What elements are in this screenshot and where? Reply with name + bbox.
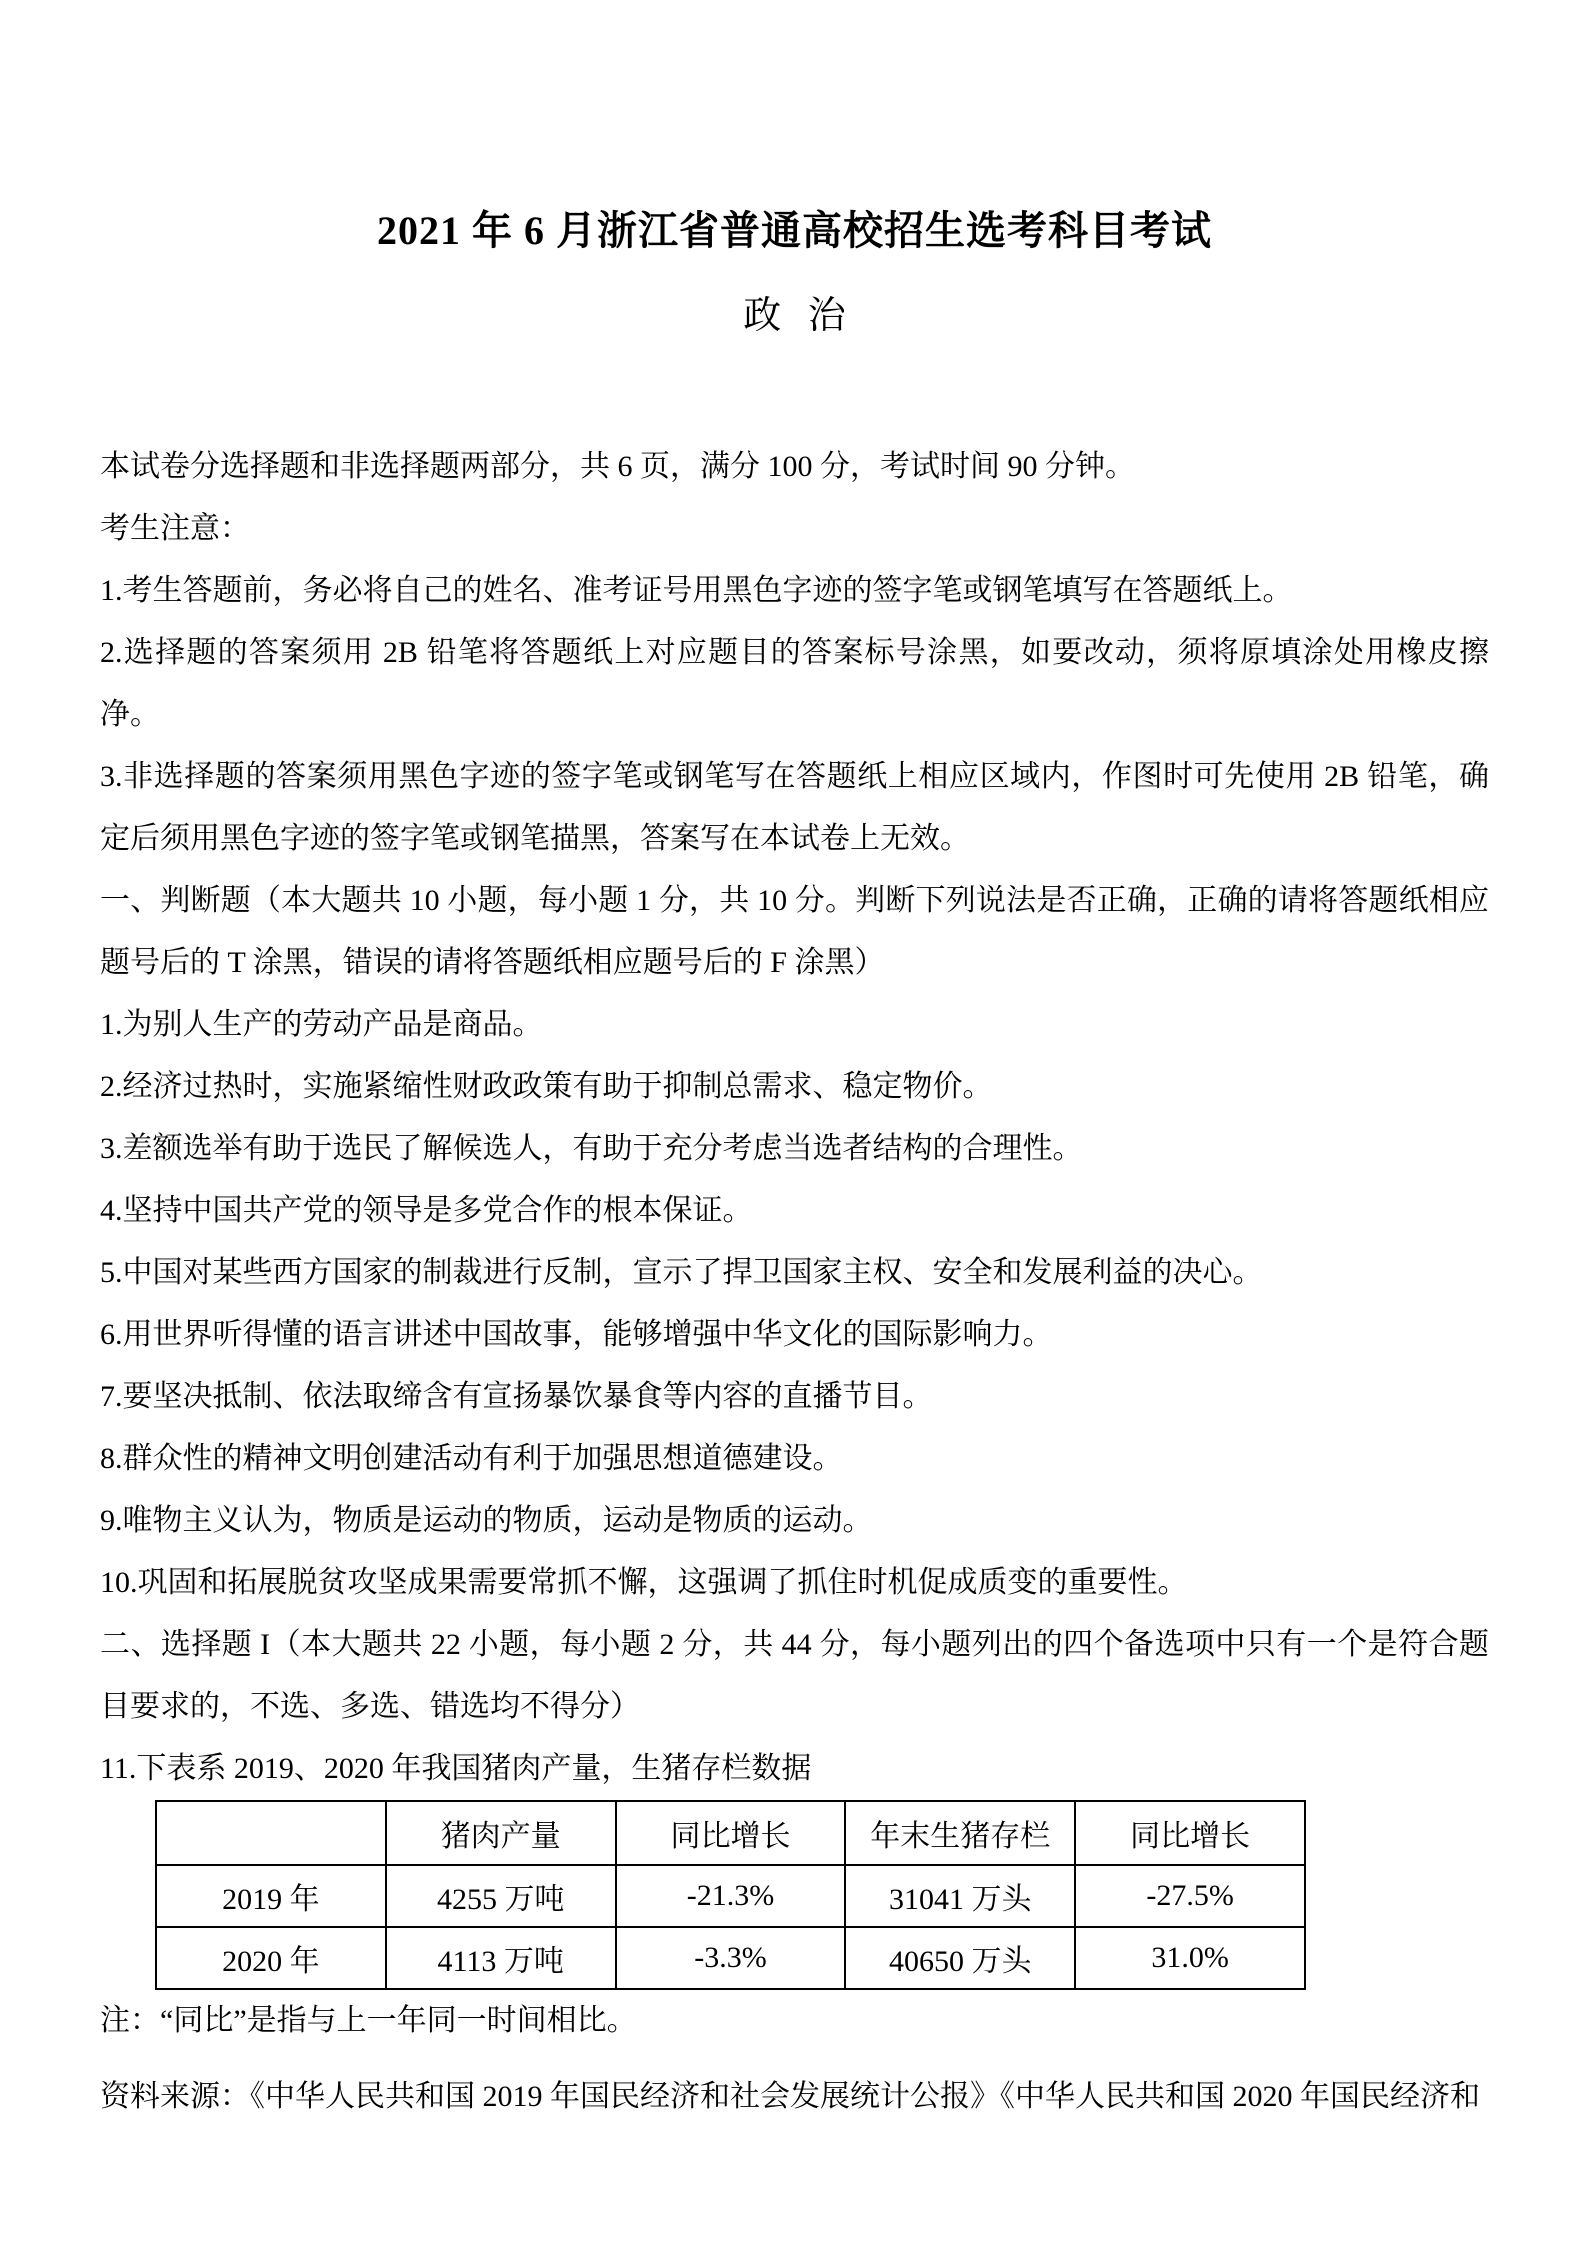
exam-summary: 本试卷分选择题和非选择题两部分，共 6 页，满分 100 分，考试时间 90 分钟。	[100, 450, 1135, 483]
question-10: 10.巩固和拓展脱贫攻坚成果需要常抓不懈，这强调了抓住时机促成质变的重要性。	[100, 1566, 1188, 1599]
page-title: 2021 年 6 月浙江省普通高校招生选考科目考试	[377, 208, 1212, 253]
notice-2: 2.选择题的答案须用 2B 铅笔将答题纸上对应题目的答案标号涂黑，如要改动，须将原填涂处用橡皮擦净。	[100, 636, 1489, 731]
question-1: 1.为别人生产的劳动产品是商品。	[100, 1008, 543, 1041]
cell-stock-2019: 31041 万头	[845, 1865, 1075, 1927]
table-header-cell-yoy-growth-2: 同比增长	[1075, 1801, 1305, 1865]
question-4: 4.坚持中国共产党的领导是多党合作的根本保证。	[100, 1194, 753, 1227]
cell-stock-2020: 40650 万头	[845, 1927, 1075, 1989]
table-header-cell-pig-stock: 年末生猪存栏	[845, 1801, 1075, 1865]
question-2: 2.经济过热时，实施紧缩性财政政策有助于抑制总需求、稳定物价。	[100, 1070, 993, 1103]
notice-1: 1.考生答题前，务必将自己的姓名、准考证号用黑色字迹的签字笔或钢笔填写在答题纸上。	[100, 574, 1293, 607]
question-11-stem: 11.下表系 2019、2020 年我国猪肉产量，生猪存栏数据	[100, 1752, 812, 1785]
page-subtitle: 政 治	[743, 295, 846, 337]
question-8: 8.群众性的精神文明创建活动有利于加强思想道德建设。	[100, 1442, 843, 1475]
cell-year-2019: 2019 年	[156, 1865, 386, 1927]
question-7: 7.要坚决抵制、依法取缔含有宣扬暴饮暴食等内容的直播节目。	[100, 1380, 933, 1413]
table-header-cell-yoy-growth-1: 同比增长	[616, 1801, 846, 1865]
table-row-2020	[156, 1927, 1305, 1989]
notice-3: 3.非选择题的答案须用黑色字迹的签字笔或钢笔写在答题纸上相应区域内，作图时可先使用 2B 铅笔，确定后须用黑色字迹的签字笔或钢笔描黑，答案写在本试卷上无效。	[100, 760, 1489, 855]
cell-output-2019: 4255 万吨	[386, 1865, 616, 1927]
table-header	[156, 1801, 1305, 1865]
notice-label: 考生注意：	[100, 512, 250, 545]
cell-stock-yoy-2019: -27.5%	[1075, 1865, 1305, 1927]
table-header-cell-pork-output: 猪肉产量	[386, 1801, 616, 1865]
pork-production-table	[155, 1800, 1306, 1990]
section2-heading: 二、选择题 I（本大题共 22 小题，每小题 2 分，共 44 分，每小题列出的四个备选项中只有一个是符合题目要求的，不选、多选、错选均不得分）	[100, 1628, 1489, 1723]
cell-output-2020: 4113 万吨	[386, 1927, 616, 1989]
table-row-2019	[156, 1865, 1305, 1927]
question-9: 9.唯物主义认为，物质是运动的物质，运动是物质的运动。	[100, 1504, 873, 1537]
question-6: 6.用世界听得懂的语言讲述中国故事，能够增强中华文化的国际影响力。	[100, 1318, 1053, 1351]
question-5: 5.中国对某些西方国家的制裁进行反制，宣示了捍卫国家主权、安全和发展利益的决心。	[100, 1256, 1263, 1289]
table-header-cell-blank	[156, 1801, 386, 1865]
table-body	[156, 1865, 1305, 1989]
data-source: 资料来源：《中华人民共和国 2019 年国民经济和社会发展统计公报》《中华人民共和国 2020 年国民经济和	[100, 2080, 1480, 2113]
cell-year-2020: 2020 年	[156, 1927, 386, 1989]
cell-stock-yoy-2020: 31.0%	[1075, 1927, 1305, 1989]
cell-output-yoy-2020: -3.3%	[616, 1927, 846, 1989]
question-3: 3.差额选举有助于选民了解候选人，有助于充分考虑当选者结构的合理性。	[100, 1132, 1083, 1165]
table-header-row	[156, 1801, 1305, 1865]
document-body	[100, 436, 1489, 2128]
table-note: 注：“同比”是指与上一年同一时间相比。	[100, 2004, 637, 2037]
section1-heading: 一、判断题（本大题共 10 小题，每小题 1 分，共 10 分。判断下列说法是否正确，正确的请将答题纸相应题号后的 T 涂黑，错误的请将答题纸相应题号后的 F 涂黑）	[100, 884, 1489, 979]
cell-output-yoy-2019: -21.3%	[616, 1865, 846, 1927]
